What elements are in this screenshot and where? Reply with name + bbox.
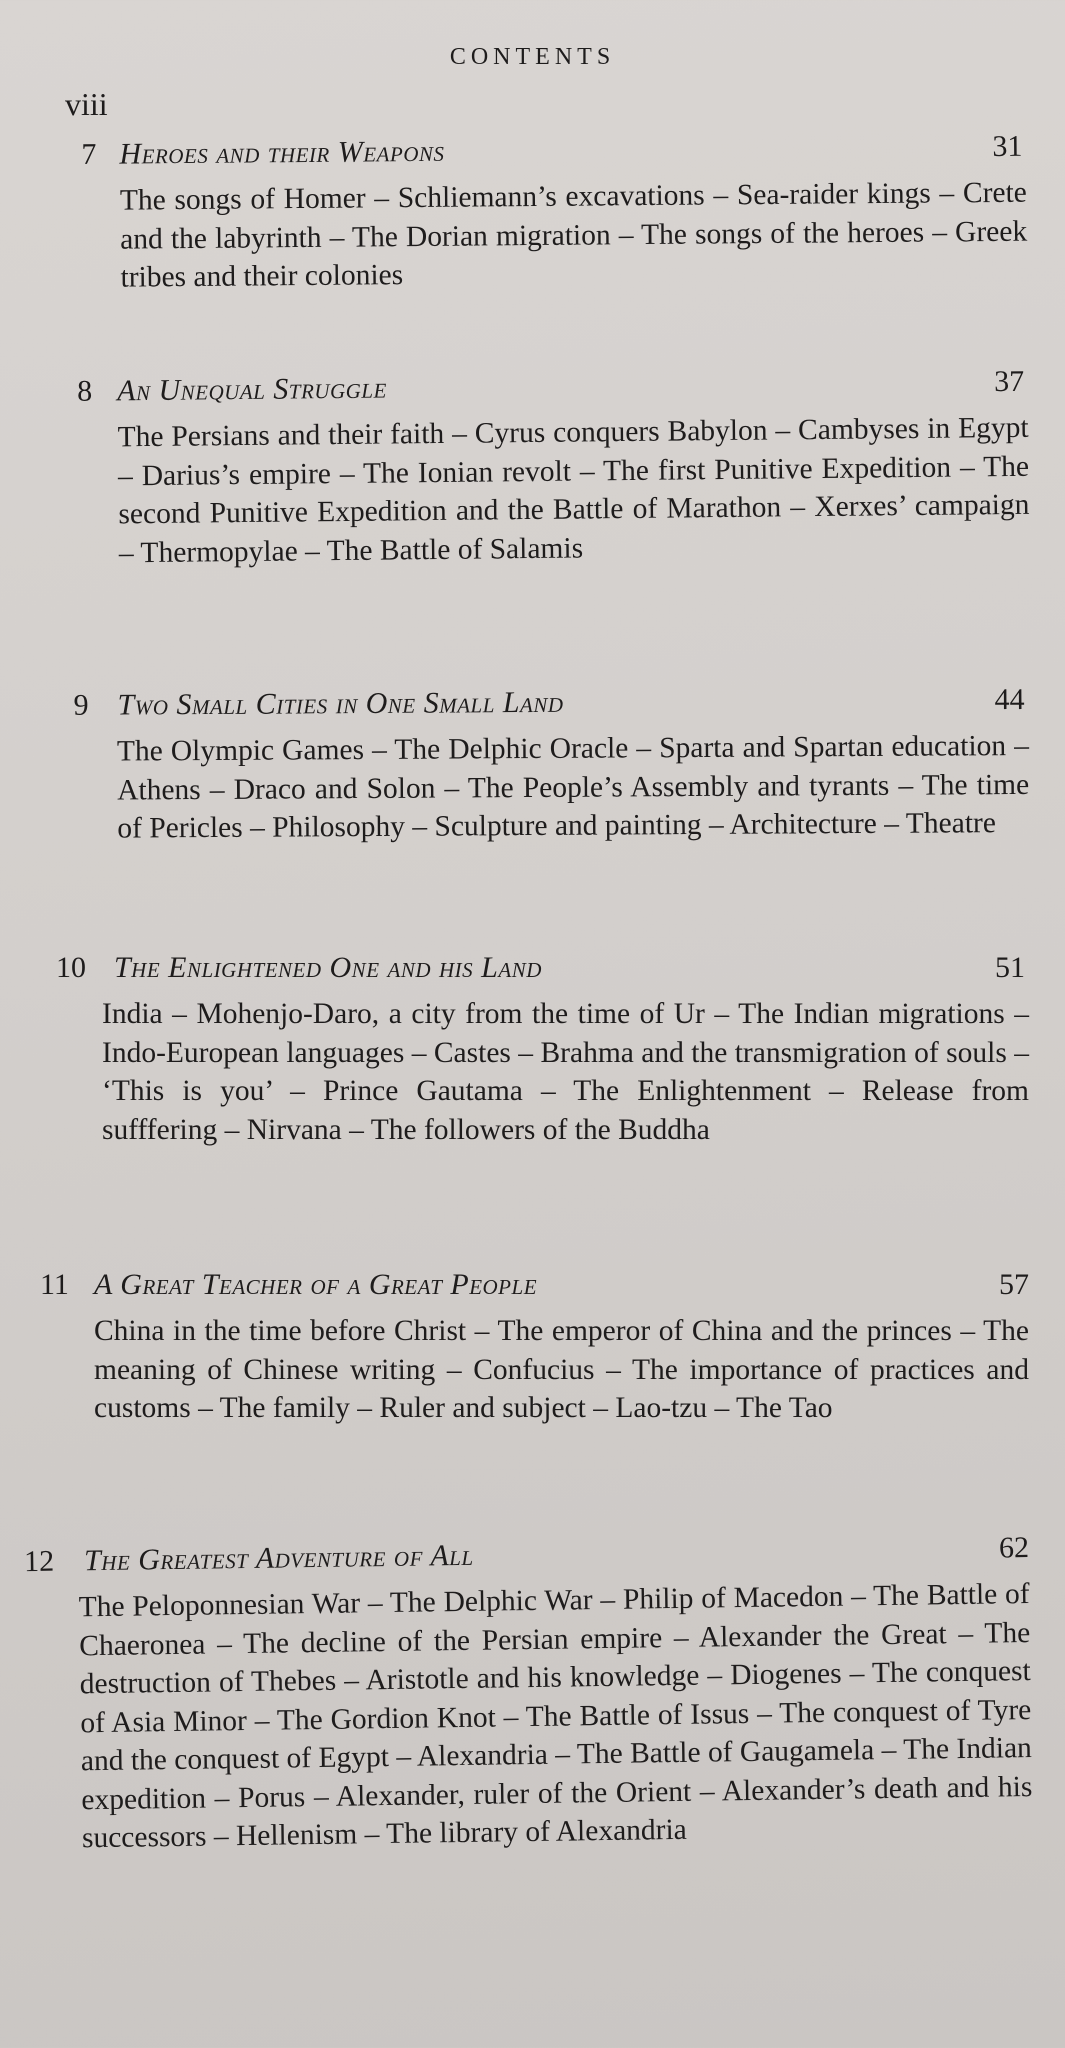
chapter-title: Heroes and their Weapons	[119, 134, 445, 171]
chapter-entry-8	[0, 364, 1065, 573]
chapter-title: An Unequal Struggle	[116, 371, 388, 408]
chapter-entry-9	[0, 683, 1065, 849]
chapter-page: 31	[992, 129, 1023, 163]
chapter-number: 12	[23, 1544, 55, 1579]
chapter-number: 7	[81, 137, 97, 171]
chapter-heading	[0, 951, 1065, 995]
chapter-entry-7	[0, 129, 1065, 298]
chapter-number: 9	[73, 688, 89, 722]
chapter-summary: China in the time before Christ – The emperor of China and the princes – The meaning of Chinese writing – Confucius – The importance of practices and customs – The family – Ruler and subject – Lao-tzu – The Tao	[94, 1315, 1029, 1424]
chapter-heading	[0, 683, 1065, 734]
chapter-page: 62	[998, 1531, 1030, 1565]
chapter-page: 57	[999, 1268, 1029, 1301]
chapter-entry-10	[0, 951, 1065, 1149]
chapter-summary: The Olympic Games – The Delphic Oracle – Sparta and Spartan education – Athens – Draco and Solon – The People’s Assembly and tyrants – The time of Pericles – Philosophy – Sculpture and painting – Architecture – Theatre	[116, 729, 1030, 845]
chapter-number: 10	[56, 951, 86, 984]
chapter-title: A Great Teacher of a Great People	[94, 1268, 538, 1301]
chapter-number: 11	[40, 1268, 69, 1301]
running-head: CONTENTS	[449, 44, 616, 70]
page-number: viii	[65, 86, 108, 122]
chapter-entry-12	[0, 1531, 1065, 1859]
chapter-page: 51	[995, 951, 1025, 984]
chapter-heading	[0, 1268, 1065, 1312]
chapter-summary: The Persians and their faith – Cyrus conquers Babylon – Cambyses in Egypt – Darius’s empire – The Ionian revolt – The first Punitive Expedition – The second Punitive Expedition and the Battle of Marathon – Xerxes’ campaign – Thermopylae – The Battle of Salamis	[117, 411, 1030, 569]
chapter-title: The Greatest Adventure of All	[83, 1538, 474, 1578]
chapter-page: 44	[994, 682, 1025, 717]
chapter-summary: India – Mohenjo-Daro, a city from the time of Ur – The Indian migrations – Indo-European languages – Castes – Brahma and the transmigration of souls – ‘This is you’ – Prince Gautama – The Enlightenment – Release from sufffering – Nirvana – The followers of the Buddha	[102, 998, 1029, 1146]
chapter-summary: The Peloponnesian War – The Delphic War – Philip of Macedon – The Battle of Chaeronea – The decline of the Persian empire – Alexander the Great – The destruction of Thebes – Aristotle and his knowledge – Diogenes – The conquest of Asia Minor – The Gordion Knot – The Battle of Issus – The conquest of Tyre and the conquest of Egypt – Alexandria – The Battle of Gaugamela – The Indian expedition – Porus – Alexander, ruler of the Orient – Alexander’s death and his successors – Hellenism – The library of Alexandria	[78, 1578, 1033, 1855]
chapter-title: Two Small Cities in One Small Land	[117, 685, 564, 722]
chapter-heading	[0, 129, 1065, 182]
chapter-page: 37	[993, 364, 1025, 399]
chapter-entry-11	[0, 1268, 1065, 1428]
chapter-number: 8	[76, 374, 93, 408]
chapter-title: The Enlightened One and his Land	[114, 951, 542, 984]
chapter-summary: The songs of Homer – Schliemann’s excavations – Sea-raider kings – Crete and the labyrinth – The Dorian migration – The songs of the heroes – Greek tribes and their colonies	[119, 176, 1028, 294]
